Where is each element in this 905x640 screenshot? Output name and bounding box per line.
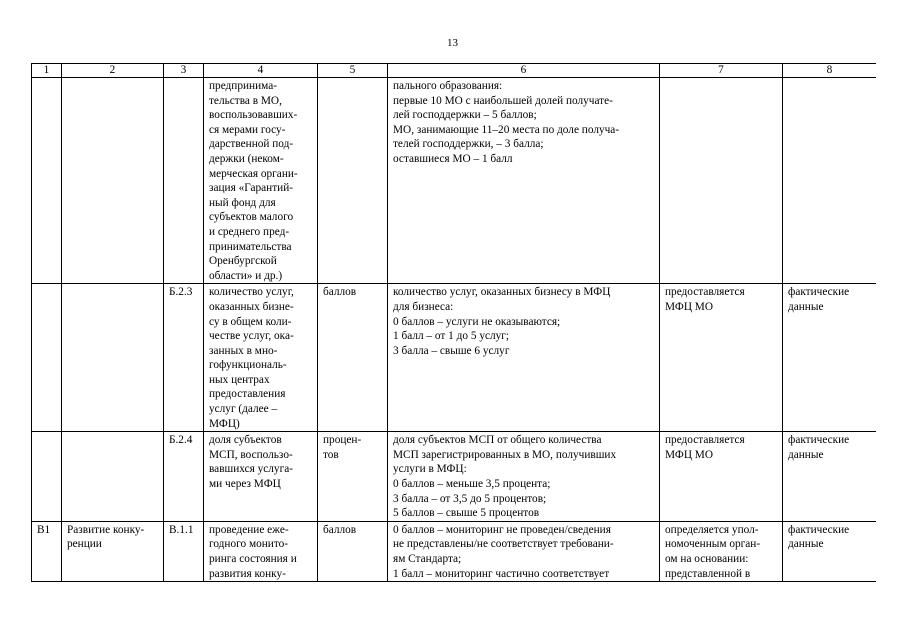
cell-line: определяется упол- <box>665 523 759 536</box>
cell-data-source <box>660 284 783 432</box>
cell-line: 5 баллов – свыше 5 процентов <box>393 507 540 520</box>
cell-line: телей господдержки, – 3 балла; <box>393 138 544 151</box>
cell-indicator-code <box>164 432 204 522</box>
cell-line: тельства в МО, <box>209 94 282 107</box>
page-number: 13 <box>447 37 458 49</box>
header-row <box>32 64 877 78</box>
cell-indicator-name <box>204 284 318 432</box>
cell-scoring-method <box>388 284 660 432</box>
cell-line: МФЦ МО <box>665 300 714 313</box>
cell-scoring-method <box>388 521 660 581</box>
cell-line: ся мерами госу- <box>209 123 286 136</box>
cell-line: годного монито- <box>209 538 289 551</box>
cell-line: вавшихся услуга- <box>209 463 293 476</box>
cell-line: фактические <box>788 523 850 536</box>
cell-line: ом на основании: <box>665 553 749 565</box>
cell-section-name <box>62 284 164 432</box>
cell-line: МСП зарегистрированных в МО, получивших <box>393 448 617 461</box>
cell-line: гофункциональ- <box>209 359 287 372</box>
cell-line: МФЦ) <box>209 417 240 430</box>
cell-data-source <box>660 78 783 284</box>
cell-line: МО, занимающие 11–20 места по доле получа- <box>393 123 620 136</box>
cell-line: В.1.1 <box>169 523 194 536</box>
cell-line: предоставляется <box>665 434 745 447</box>
cell-line: доля субъектов <box>209 434 282 447</box>
criteria-table <box>31 63 876 582</box>
cell-line: баллов <box>323 523 357 536</box>
cell-indicator-code <box>164 284 204 432</box>
cell-line: оказанных бизне- <box>209 300 294 313</box>
cell-line: доля субъектов МСП от общего количества <box>393 434 602 447</box>
cell-indicator-code <box>164 521 204 581</box>
cell-unit <box>318 78 388 284</box>
cell-indicator-name <box>204 78 318 284</box>
cell-line: услуг (далее – <box>209 403 278 416</box>
cell-section-code <box>32 432 62 522</box>
cell-indicator-name <box>204 432 318 522</box>
cell-data-source <box>660 521 783 581</box>
cell-indicator-code <box>164 78 204 284</box>
cell-line: фактические <box>788 286 850 299</box>
cell-line: 0 баллов – услуги не оказываются; <box>393 315 561 328</box>
cell-line: лей господдержки – 5 баллов; <box>393 109 537 122</box>
cell-unit <box>318 432 388 522</box>
cell-line: Б.2.4 <box>169 434 193 447</box>
cell-line: 1 балл – от 1 до 5 услуг; <box>393 330 510 343</box>
cell-line: количество услуг, <box>209 286 294 299</box>
cell-line: первые 10 МО с наибольшей долей получате- <box>393 94 613 107</box>
cell-line: области» и др.) <box>209 269 283 282</box>
cell-data-type <box>783 78 877 284</box>
cell-line: В1 <box>37 523 51 536</box>
cell-line: не представлены/не соответствует требовани- <box>393 538 614 551</box>
column-header: 4 <box>204 64 318 78</box>
cell-line: предоставления <box>209 388 286 401</box>
cell-line: воспользовавших- <box>209 109 298 122</box>
column-header: 3 <box>164 64 204 78</box>
cell-unit <box>318 284 388 432</box>
cell-line: номоченным орган- <box>665 538 761 551</box>
cell-line: занных в мно- <box>209 344 278 357</box>
cell-line: зация «Гарантий- <box>209 182 293 195</box>
cell-line: мерческая органи- <box>209 167 298 180</box>
cell-data-type <box>783 432 877 522</box>
cell-line: представленной в <box>665 567 751 580</box>
table-row <box>32 284 877 432</box>
cell-data-source <box>660 432 783 522</box>
cell-line: предоставляется <box>665 286 745 299</box>
cell-line: Оренбургской <box>209 255 277 268</box>
cell-line: 0 баллов – мониторинг не проведен/сведения <box>393 523 611 536</box>
cell-section-code <box>32 78 62 284</box>
table-row <box>32 432 877 522</box>
cell-line: пального образования: <box>393 80 503 92</box>
cell-line: дарственной под- <box>209 138 294 151</box>
cell-line: 3 балла – от 3,5 до 5 процентов; <box>393 492 547 505</box>
cell-line: данные <box>788 538 824 551</box>
cell-data-type <box>783 521 877 581</box>
cell-line: 1 балл – мониторинг частично соответствует <box>393 567 610 580</box>
cell-line: Б.2.3 <box>169 286 193 299</box>
cell-line: принимательства <box>209 240 292 253</box>
cell-line: услуги в МФЦ: <box>393 463 467 476</box>
cell-line: Развитие конку- <box>67 523 145 536</box>
cell-line: субъектов малого <box>209 211 294 224</box>
column-header: 1 <box>32 64 62 78</box>
cell-line: развития конку- <box>209 567 286 580</box>
cell-unit <box>318 521 388 581</box>
cell-section-code <box>32 521 62 581</box>
cell-section-name <box>62 521 164 581</box>
cell-line: тов <box>323 448 339 461</box>
cell-line: для бизнеса: <box>393 300 454 313</box>
cell-line: баллов <box>323 286 357 299</box>
cell-line: оставшиеся МО – 1 балл <box>393 152 513 165</box>
cell-line: ных центрах <box>209 373 270 386</box>
cell-line: проведение еже- <box>209 523 289 536</box>
cell-line: честве услуг, ока- <box>209 330 294 343</box>
cell-line: данные <box>788 448 824 461</box>
cell-line: ринга состояния и <box>209 553 297 565</box>
cell-line: количество услуг, оказанных бизнесу в МФЦ <box>393 286 611 299</box>
cell-scoring-method <box>388 432 660 522</box>
cell-line: МСП, воспользо- <box>209 448 293 461</box>
column-header: 6 <box>388 64 660 78</box>
cell-line: 0 баллов – меньше 3,5 процента; <box>393 478 551 491</box>
cell-section-name <box>62 78 164 284</box>
column-header: 2 <box>62 64 164 78</box>
table-row <box>32 78 877 284</box>
cell-section-code <box>32 284 62 432</box>
cell-indicator-name <box>204 521 318 581</box>
cell-line: фактические <box>788 434 850 447</box>
cell-line: 3 балла – свыше 6 услуг <box>393 344 510 357</box>
cell-line: МФЦ МО <box>665 448 714 461</box>
table-body <box>32 64 877 582</box>
column-header: 7 <box>660 64 783 78</box>
cell-line: ренции <box>67 538 102 551</box>
cell-line: процен- <box>323 434 362 447</box>
cell-section-name <box>62 432 164 522</box>
column-header: 5 <box>318 64 388 78</box>
cell-data-type <box>783 284 877 432</box>
cell-scoring-method <box>388 78 660 284</box>
column-header: 8 <box>783 64 877 78</box>
cell-line: ный фонд для <box>209 196 276 209</box>
cell-line: данные <box>788 300 824 313</box>
table-row <box>32 521 877 581</box>
cell-line: ми через МФЦ <box>209 478 281 491</box>
cell-line: су в общем коли- <box>209 315 292 328</box>
cell-line: держки (неком- <box>209 152 284 165</box>
table-container <box>31 63 876 615</box>
cell-line: и среднего пред- <box>209 225 290 238</box>
cell-line: ям Стандарта; <box>393 553 462 565</box>
cell-line: предпринима- <box>209 80 277 92</box>
